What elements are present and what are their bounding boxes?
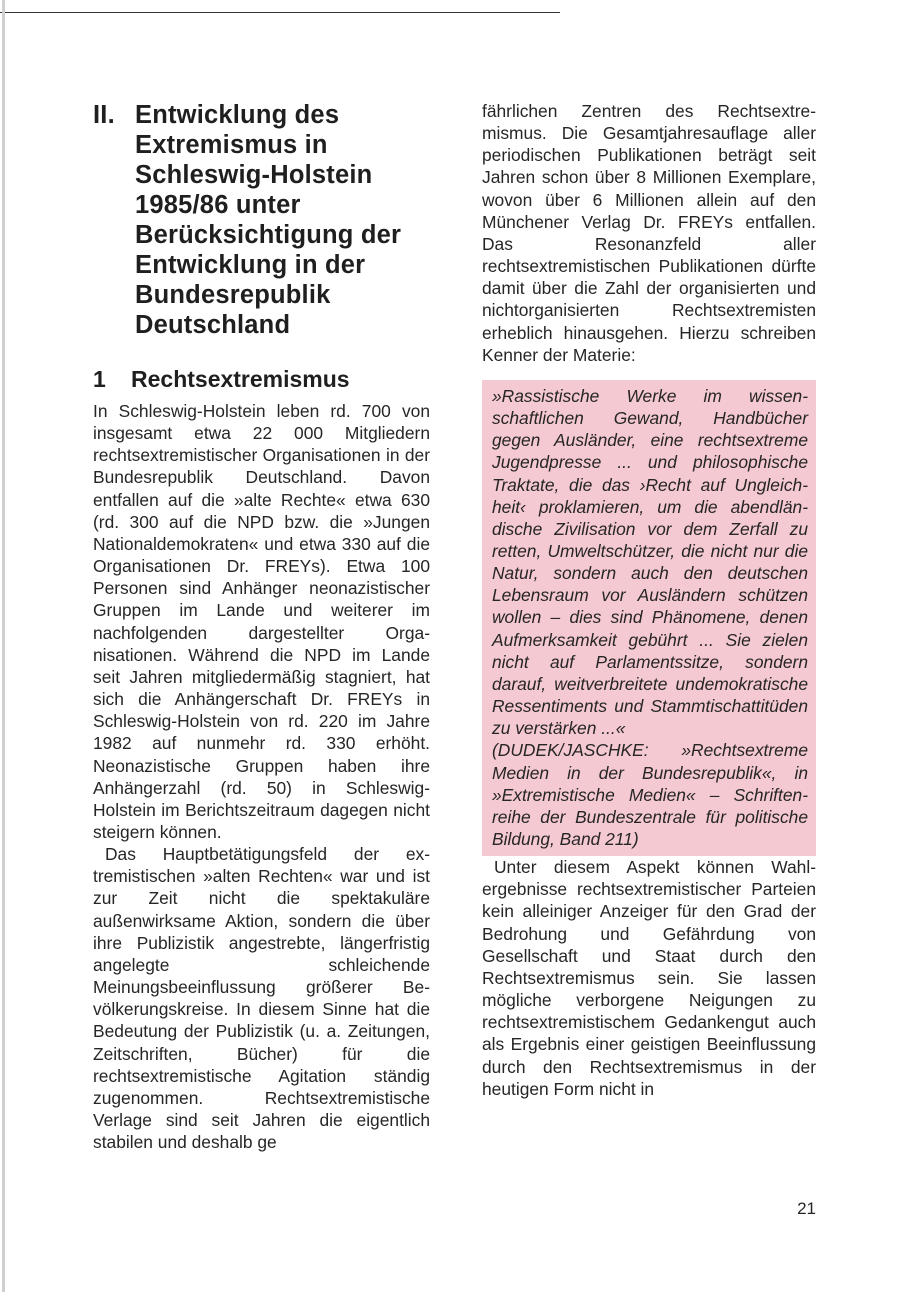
chapter-title-line: Entwicklung in der <box>135 251 366 279</box>
chapter-title-line: 1985/86 unter <box>135 191 301 219</box>
right-column <box>482 100 816 1100</box>
section-number: 1 <box>93 366 106 392</box>
body-paragraph: In Schleswig-Holstein leben rd. 700 von insgesamt etwa 22 000 Mitgliedern rechtsextremistischer Organisationen in der Bundesrepublik Deutschland. Davon entfallen auf die »alte Rechte« etwa 630 (rd. 300 auf die NPD bzw. die »Jungen Nationaldemokraten« und etwa 330 auf die Organisationen Dr. FREYs). Etwa 100 Personen sind Anhänger neonazistischer Gruppen im Lande und weiterer im nachfolgenden dargestellter Organisationen. Während die NPD im Lande seit Jahren mitgliedermäßig stagniert, hat sich die Anhängerschaft Dr. FREYs in Schleswig-Holstein von rd. 220 im Jahre 1982 auf nunmehr rd. 330 erhöht. Neonazistische Gruppen haben ihre Anhängerzahl (rd. 50) in Schleswig-Holstein im Berichtszeitraum dagegen nicht steigern können. <box>93 401 430 842</box>
body-paragraph: Das Hauptbetätigungsfeld der extremistischen »alten Rechten« war und ist zur Zeit nicht die spektakuläre außenwirksame Aktion, sondern die über ihre Publizistik angestrebte, längerfristig angelegte schleichende Meinungsbeeinflussung größerer Bevölkerungskreise. In diesem Sinne hat die Bedeutung der Publizistik (u. a. Zeitungen, Zeitschriften, Bücher) für die rechtsextremistische Agitation ständig zugenommen. Rechtsextremistische Verlage sind seit Jahren die eigentlich stabilen und deshalb ge <box>93 844 430 1153</box>
chapter-title-line: Berücksichtigung der <box>135 221 402 249</box>
quote-text: »Rassistische Werke im wissenschaftlichen Gewand, Handbücher gegen Ausländer, eine rechtsextreme Jugendpresse ... und philosophische Traktate, die das ›Recht auf Ungleichheit‹ proklamieren, um die abendländische Zivilisation vor dem Zerfall zu retten, Umweltschützer, die nicht nur die Natur, sondern auch den deutschen Lebensraum vor Ausländern schützen wollen – dies sind Phänomene, denen Aufmerksamkeit gebührt ... Sie zielen nicht auf Parlamentssitze, sondern darauf, weitverbreitete undemokratische Ressentiments und Stammtischattitüden zu verstärken ...« <box>492 385 808 739</box>
chapter-title-line: Entwicklung des <box>135 101 340 129</box>
chapter-title-line: Extremismus in <box>135 131 328 159</box>
quote-citation: (DUDEK/JASCHKE: »Rechtsextreme Medien in der Bundesrepublik«, in »Extremistische Medien« – Schriftenreihe der Bundeszentrale für politische Bildung, Band 211) <box>492 740 808 849</box>
section-title: Rechtsextremismus <box>131 366 350 392</box>
page-edge-shadow <box>2 0 5 1292</box>
page-number: 21 <box>797 1199 816 1218</box>
chapter-title-line: Bundesrepublik <box>135 281 331 309</box>
body-paragraph: fährlichen Zentren des Rechtsextremismus. Die Gesamtjahresauflage aller periodischen Publikationen beträgt seit Jahren schon über 8 Millionen Exemplare, wovon über 6 Millionen allein auf den Münchener Verlag Dr. FREYs entfallen. Das Resonanzfeld aller rechtsextremistischen Publikationen dürfte damit über die Zahl der organisierten und nichtorganisierten Rechtsextremisten erheblich hinausgehen. Hierzu schreiben Kenner der Materie: <box>482 101 816 365</box>
left-column <box>93 100 430 1153</box>
section-heading <box>93 365 430 393</box>
top-rule <box>0 12 560 13</box>
chapter-number: II. <box>93 101 115 129</box>
highlighted-quote-box <box>482 380 816 856</box>
body-paragraph: Unter diesem Aspekt können Wahlergebnisse rechtsextremistischer Parteien kein alleiniger Anzeiger für den Grad der Bedrohung und Gefährdung von Gesellschaft und Staat durch den Rechtsextremismus sein. Sie lassen mögliche verborgene Neigungen zu rechtsextremistischem Gedankengut auch als Ergebnis einer geistigen Beeinflussung durch den Rechtsextremismus in der heutigen Form nicht in <box>482 857 816 1099</box>
chapter-title-line: Deutschland <box>135 311 291 339</box>
chapter-title <box>93 100 430 340</box>
chapter-title-line: Schleswig-Holstein <box>135 161 373 189</box>
